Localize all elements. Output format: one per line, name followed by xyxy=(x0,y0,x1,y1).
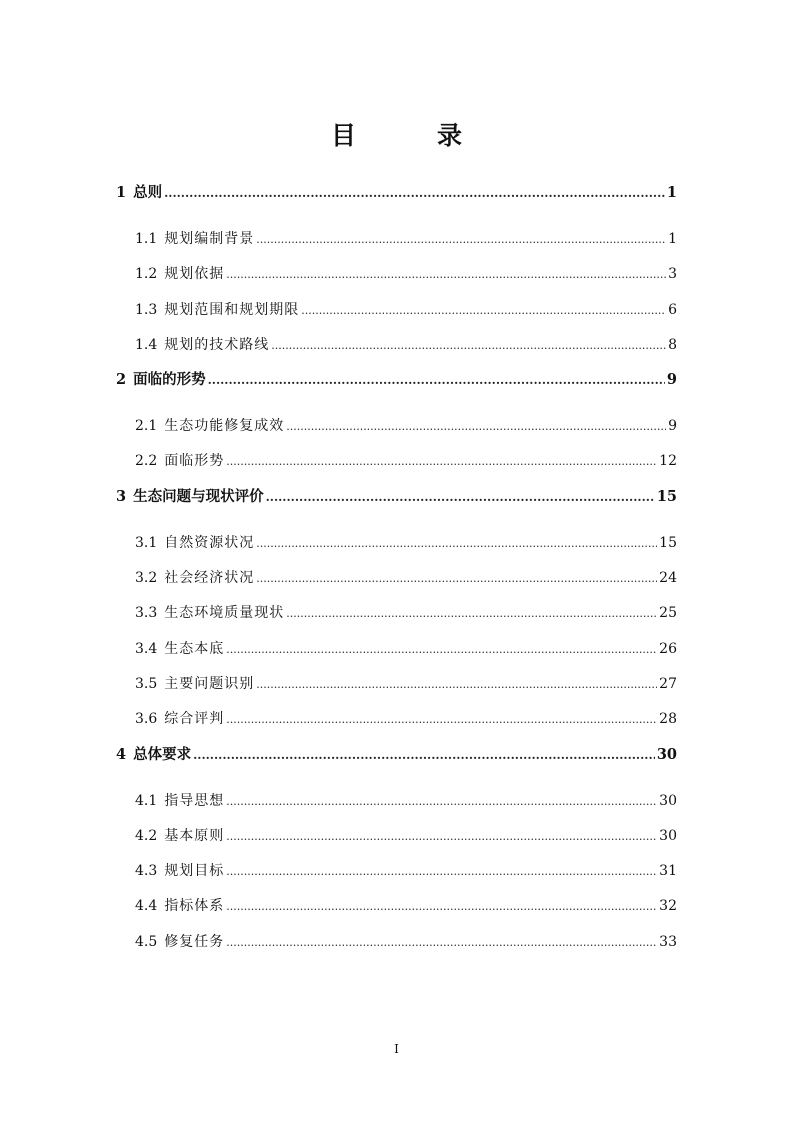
toc-entry-page: 33 xyxy=(659,933,677,950)
toc-leader-dots xyxy=(226,889,657,924)
toc-entry-page: 27 xyxy=(659,675,677,692)
toc-entry-page: 1 xyxy=(668,231,677,247)
toc-leader-dots xyxy=(256,222,666,257)
toc-leader-dots xyxy=(226,784,657,819)
toc-leader-dots xyxy=(266,480,655,514)
toc-entry-number: 3.5 xyxy=(135,675,158,692)
toc-entry-label: 生态本底 xyxy=(164,640,225,657)
toc-entry-label: 生态功能修复成效 xyxy=(164,418,285,435)
toc-entry-page: 31 xyxy=(659,863,677,880)
toc-section-entry[interactable] xyxy=(116,702,677,737)
toc-entry-number: 4.3 xyxy=(135,863,158,880)
toc-leader-dots xyxy=(164,176,665,210)
toc-leader-dots xyxy=(226,632,657,667)
toc-entry-number: 2 xyxy=(116,371,127,389)
toc-entry-page: 32 xyxy=(659,898,677,915)
toc-entry-number: 1.2 xyxy=(135,266,158,283)
toc-entry-page: 30 xyxy=(659,827,677,844)
toc-entry-label: 修复任务 xyxy=(164,933,225,950)
toc-entry-page: 28 xyxy=(659,711,677,728)
toc-section-entry[interactable] xyxy=(116,444,677,479)
toc-section-entry[interactable] xyxy=(116,667,677,702)
toc-entry-number: 3.1 xyxy=(135,534,158,551)
toc-leader-dots xyxy=(256,526,657,561)
toc-entry-page: 30 xyxy=(656,745,677,763)
toc-entry-label: 自然资源状况 xyxy=(164,534,255,551)
toc-entry-label: 生态问题与现状评价 xyxy=(133,487,264,505)
table-of-contents xyxy=(116,176,677,960)
toc-entry-page: 9 xyxy=(668,418,677,435)
toc-entry-page: 15 xyxy=(656,487,677,505)
toc-entry-number: 1 xyxy=(116,184,127,201)
toc-entry-page: 8 xyxy=(668,336,677,353)
toc-entry-page: 15 xyxy=(659,534,677,551)
toc-entry-number: 4 xyxy=(116,745,127,763)
toc-chapter-entry[interactable] xyxy=(116,480,677,526)
toc-entry-page: 24 xyxy=(659,570,677,587)
toc-leader-dots xyxy=(271,328,666,363)
toc-entry-number: 4.4 xyxy=(135,898,158,915)
toc-leader-dots xyxy=(226,819,657,854)
toc-entry-number: 3.2 xyxy=(135,570,158,587)
toc-leader-dots xyxy=(226,925,657,960)
toc-entry-number: 1.4 xyxy=(135,336,158,353)
toc-entry-page: 6 xyxy=(668,301,677,318)
toc-entry-label: 主要问题识别 xyxy=(164,675,255,692)
toc-entry-number: 2.2 xyxy=(135,453,158,470)
toc-entry-label: 社会经济状况 xyxy=(164,570,255,587)
toc-entry-number: 3.6 xyxy=(135,711,158,728)
toc-entry-number: 1.1 xyxy=(135,231,158,247)
toc-leader-dots xyxy=(226,854,657,889)
toc-leader-dots xyxy=(286,409,666,444)
toc-entry-label: 总则 xyxy=(133,184,163,201)
toc-chapter-entry[interactable] xyxy=(116,363,677,409)
toc-entry-number: 4.1 xyxy=(135,792,158,809)
page-number: I xyxy=(394,1042,399,1056)
toc-section-entry[interactable] xyxy=(116,889,677,924)
toc-section-entry[interactable] xyxy=(116,784,677,819)
toc-entry-page: 9 xyxy=(666,371,677,389)
toc-leader-dots xyxy=(256,561,657,596)
toc-leader-dots xyxy=(226,702,657,737)
toc-section-entry[interactable] xyxy=(116,293,677,328)
toc-section-entry[interactable] xyxy=(116,596,677,631)
toc-section-entry[interactable] xyxy=(116,925,677,960)
toc-leader-dots xyxy=(193,738,655,772)
toc-entry-number: 3.3 xyxy=(135,605,158,622)
toc-entry-label: 规划依据 xyxy=(164,266,225,283)
toc-entry-number: 1.3 xyxy=(135,301,158,318)
toc-entry-label: 规划编制背景 xyxy=(164,231,255,247)
toc-entry-page: 1 xyxy=(666,184,677,201)
toc-entry-number: 3.4 xyxy=(135,640,158,657)
toc-entry-page: 26 xyxy=(659,640,677,657)
toc-entry-page: 12 xyxy=(659,453,677,470)
toc-leader-dots xyxy=(256,667,657,702)
toc-leader-dots xyxy=(226,444,657,479)
toc-leader-dots xyxy=(226,257,666,292)
toc-entry-page: 3 xyxy=(668,266,677,283)
toc-section-entry[interactable] xyxy=(116,854,677,889)
toc-section-entry[interactable] xyxy=(116,526,677,561)
toc-leader-dots xyxy=(208,363,665,397)
toc-entry-label: 面临形势 xyxy=(164,453,225,470)
toc-entry-number: 4.5 xyxy=(135,933,158,950)
toc-section-entry[interactable] xyxy=(116,409,677,444)
toc-entry-number: 2.1 xyxy=(135,418,158,435)
toc-section-entry[interactable] xyxy=(116,222,677,257)
toc-section-entry[interactable] xyxy=(116,257,677,292)
toc-entry-page: 30 xyxy=(659,792,677,809)
toc-section-entry[interactable] xyxy=(116,819,677,854)
toc-entry-label: 生态环境质量现状 xyxy=(164,605,285,622)
toc-entry-number: 3 xyxy=(116,487,127,505)
toc-leader-dots xyxy=(286,596,657,631)
toc-entry-label: 指标体系 xyxy=(164,898,225,915)
toc-entry-label: 综合评判 xyxy=(164,711,225,728)
toc-entry-label: 规划目标 xyxy=(164,863,225,880)
toc-entry-label: 面临的形势 xyxy=(133,371,206,389)
toc-entry-label: 规划范围和规划期限 xyxy=(164,301,300,318)
toc-section-entry[interactable] xyxy=(116,632,677,667)
page-title: 目 录 xyxy=(330,121,490,150)
toc-entry-label: 基本原则 xyxy=(164,827,225,844)
toc-leader-dots xyxy=(301,293,666,328)
toc-chapter-entry[interactable] xyxy=(116,738,677,784)
toc-entry-number: 4.2 xyxy=(135,827,158,844)
toc-entry-label: 指导思想 xyxy=(164,792,225,809)
toc-entry-label: 规划的技术路线 xyxy=(164,336,270,353)
toc-entry-page: 25 xyxy=(659,605,677,622)
toc-chapter-entry[interactable] xyxy=(116,176,677,222)
toc-section-entry[interactable] xyxy=(116,561,677,596)
toc-section-entry[interactable] xyxy=(116,328,677,363)
toc-entry-label: 总体要求 xyxy=(133,745,192,763)
